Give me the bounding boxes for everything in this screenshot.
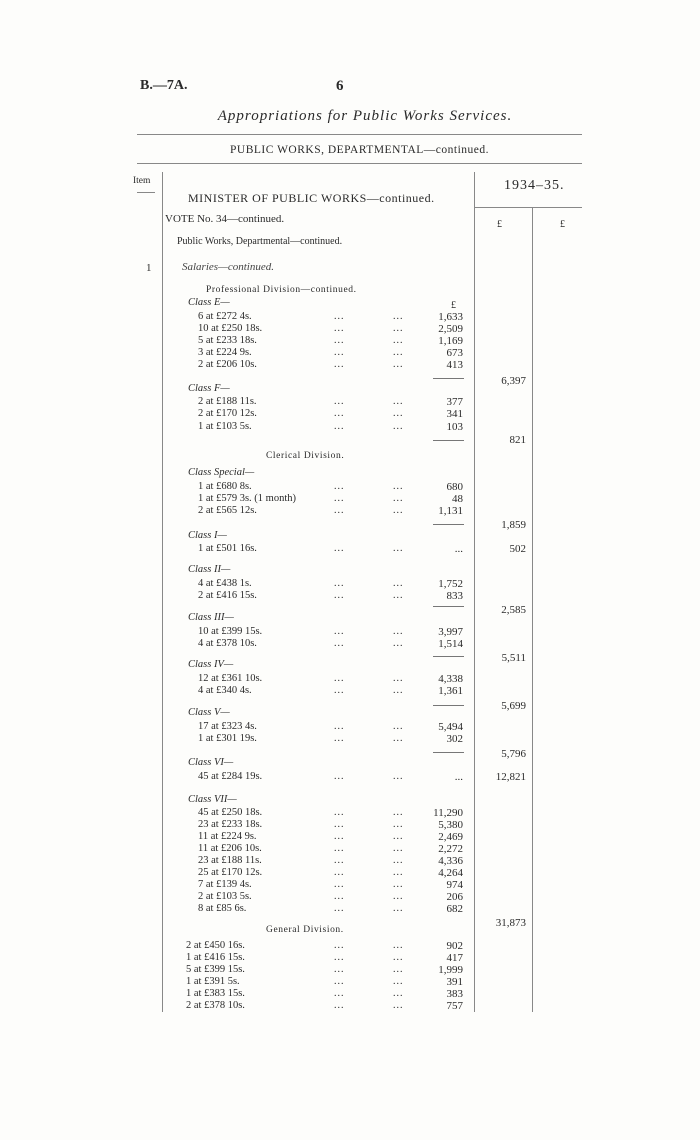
leader-dots: ... [393,481,404,492]
leader-dots: ... [393,831,404,842]
class-heading: Class III— [188,612,234,623]
leader-dots: ... [334,638,345,649]
leader-dots: ... [393,879,404,890]
rate-label: 1 at £383 15s. [186,988,245,999]
rate-label: 1 at £416 15s. [186,952,245,963]
header-rule [137,134,582,135]
class-heading: Class IV— [188,659,234,670]
salaries-heading: Salaries—continued. [182,261,274,273]
rate-label: 5 at £233 18s. [198,335,257,346]
amount-cell: 103 [446,421,463,433]
leader-dots: ... [334,843,345,854]
leader-dots: ... [334,807,345,818]
class-subtotal: 1,859 [501,519,526,531]
class-subtotal: 12,821 [495,771,526,783]
leader-dots: ... [334,819,345,830]
leader-dots: ... [393,891,404,902]
class-heading: Class VI— [188,757,234,768]
leader-dots: ... [393,578,404,589]
amount-cell: 1,169 [438,335,463,347]
rate-label: 45 at £284 19s. [198,771,263,782]
year-col1-currency: £ [497,219,502,230]
leader-dots: ... [334,673,345,684]
minister-heading: MINISTER OF PUBLIC WORKS—continued. [188,191,435,205]
rate-label: 6 at £272 4s. [198,311,252,322]
leader-dots: ... [393,771,404,782]
year-header-rule [474,207,582,208]
leader-dots: ... [334,626,345,637]
rate-label: 23 at £233 18s. [198,819,263,830]
leader-dots: ... [334,408,345,419]
rate-label: 1 at £501 16s. [198,543,257,554]
leader-dots: ... [334,1000,345,1011]
subtotal-rule [433,606,464,607]
leader-dots: ... [393,843,404,854]
leader-dots: ... [393,819,404,830]
page-number: 6 [336,78,344,94]
class-heading: Class II— [188,564,231,575]
rate-label: 2 at £206 10s. [198,359,257,370]
leader-dots: ... [334,578,345,589]
amount-cell: 833 [446,590,463,602]
section-title: PUBLIC WORKS, DEPARTMENTAL—continued. [230,144,490,156]
amount-cell: 4,338 [438,673,463,685]
page-title: Appropriations for Public Works Services. [217,108,513,124]
class-heading: Class I— [188,530,227,541]
vote-heading: VOTE No. 34—continued. [165,213,285,225]
rate-label: 23 at £188 11s. [198,855,262,866]
rate-label: 1 at £301 19s. [198,733,257,744]
amount-cell: 757 [446,1000,463,1012]
leader-dots: ... [334,903,345,914]
leader-dots: ... [334,976,345,987]
leader-dots: ... [334,359,345,370]
amount-cell: 11,290 [433,807,463,819]
amount-cell: 682 [446,903,463,915]
rate-label: 2 at £450 16s. [186,940,245,951]
rate-label: 11 at £224 9s. [198,831,257,842]
leader-dots: ... [334,347,345,358]
leader-dots: ... [393,964,404,975]
rate-label: 1 at £391 5s. [186,976,240,987]
rate-label: 2 at £170 12s. [198,408,257,419]
leader-dots: ... [393,590,404,601]
year-col2-currency: £ [560,219,565,230]
class-subtotal: 5,511 [501,652,526,664]
leader-dots: ... [334,891,345,902]
division-heading: Professional Division—continued. [206,285,357,295]
rate-label: 7 at £139 4s. [198,879,252,890]
class-subtotal: 5,796 [501,748,526,760]
document-code: B.—7A. [140,78,188,93]
subtotal-rule [433,378,464,379]
amount-cell: 902 [446,940,463,952]
amount-cell: 1,361 [438,685,463,697]
year-column-divider [474,172,475,1012]
leader-dots: ... [334,685,345,696]
rate-label: 5 at £399 15s. [186,964,245,975]
class-heading: Class VII— [188,794,237,805]
amount-cell: 1,131 [438,505,463,517]
leader-dots: ... [393,903,404,914]
leader-dots: ... [393,421,404,432]
leader-dots: ... [393,347,404,358]
amount-cell: 48 [452,493,463,505]
class-subtotal: 31,873 [495,917,526,929]
subtotal-rule [433,656,464,657]
leader-dots: ... [393,1000,404,1011]
section-rule [137,163,582,164]
leader-dots: ... [334,988,345,999]
leader-dots: ... [393,408,404,419]
amount-cell: 5,380 [438,819,463,831]
rate-label: 2 at £378 10s. [186,1000,245,1011]
leader-dots: ... [393,685,404,696]
amount-cell: 2,509 [438,323,463,335]
leader-dots: ... [334,733,345,744]
amount-cell: 3,997 [438,626,463,638]
item-column-header: Item [133,176,151,186]
rate-label: 8 at £85 6s. [198,903,247,914]
leader-dots: ... [334,771,345,782]
amount-cell: 2,469 [438,831,463,843]
leader-dots: ... [393,626,404,637]
class-subtotal: 821 [509,434,526,446]
rate-label: 45 at £250 18s. [198,807,263,818]
leader-dots: ... [393,988,404,999]
amount-cell: 417 [446,952,463,964]
amount-cell: 302 [446,733,463,745]
leader-dots: ... [334,952,345,963]
amount-cell: 974 [446,879,463,891]
leader-dots: ... [334,335,345,346]
leader-dots: ... [334,421,345,432]
amount-cell: ... [454,543,463,555]
class-subtotal: 6,397 [501,375,526,387]
rate-label: 25 at £170 12s. [198,867,263,878]
class-heading: Class E— [188,297,230,308]
class-subtotal: 5,699 [501,700,526,712]
amount-cell: 4,336 [438,855,463,867]
leader-dots: ... [393,940,404,951]
leader-dots: ... [334,721,345,732]
subtotal-rule [433,440,464,441]
rate-label: 2 at £103 5s. [198,891,252,902]
amount-cell: 4,264 [438,867,463,879]
leader-dots: ... [393,855,404,866]
leader-dots: ... [334,323,345,334]
leader-dots: ... [393,311,404,322]
leader-dots: ... [334,481,345,492]
leader-dots: ... [393,543,404,554]
rate-label: 4 at £340 4s. [198,685,252,696]
amount-cell: 1,514 [438,638,463,650]
rate-label: 4 at £378 10s. [198,638,257,649]
leader-dots: ... [393,359,404,370]
amount-cell: 1,999 [438,964,463,976]
leader-dots: ... [334,964,345,975]
leader-dots: ... [393,493,404,504]
amount-cell: 383 [446,988,463,1000]
leader-dots: ... [393,721,404,732]
amount-cell: 2,272 [438,843,463,855]
leader-dots: ... [393,323,404,334]
leader-dots: ... [334,543,345,554]
rate-label: 10 at £250 18s. [198,323,263,334]
rate-label: 2 at £565 12s. [198,505,257,516]
item-column-divider [162,172,163,1012]
leader-dots: ... [334,590,345,601]
subhead-heading: Public Works, Departmental—continued. [177,236,343,247]
rate-label: 10 at £399 15s. [198,626,263,637]
rate-label: 4 at £438 1s. [198,578,252,589]
rate-label: 1 at £579 3s. (1 month) [198,493,296,504]
rate-label: 2 at £188 11s. [198,396,257,407]
leader-dots: ... [334,311,345,322]
rate-label: 17 at £323 4s. [198,721,257,732]
item-header-rule [137,192,155,193]
amount-cell: 680 [446,481,463,493]
rate-label: 2 at £416 15s. [198,590,257,601]
rate-label: 3 at £224 9s. [198,347,252,358]
rate-label: 12 at £361 10s. [198,673,263,684]
leader-dots: ... [393,807,404,818]
leader-dots: ... [393,638,404,649]
leader-dots: ... [393,952,404,963]
subtotal-rule [433,705,464,706]
amount-cell: 1,752 [438,578,463,590]
leader-dots: ... [393,505,404,516]
year-subcolumn-divider [532,207,533,1012]
amount-cell: 5,494 [438,721,463,733]
class-heading: Class V— [188,707,230,718]
leader-dots: ... [334,396,345,407]
amount-cell: ... [454,771,463,783]
leader-dots: ... [393,335,404,346]
rate-label: 1 at £680 8s. [198,481,252,492]
leader-dots: ... [393,976,404,987]
amount-cell: 377 [446,396,463,408]
rate-label: 1 at £103 5s. [198,421,252,432]
division-heading: General Division. [266,925,344,935]
class-heading: Class F— [188,383,230,394]
leader-dots: ... [334,831,345,842]
leader-dots: ... [334,505,345,516]
class-subtotal: 502 [509,543,526,555]
subtotal-rule [433,524,464,525]
amount-cell: 673 [446,347,463,359]
item-number: 1 [146,262,152,274]
year-column-header: 1934–35. [504,178,565,193]
class-heading: Class Special— [188,467,255,478]
leader-dots: ... [334,493,345,504]
class-subtotal: 2,585 [501,604,526,616]
leader-dots: ... [334,867,345,878]
leader-dots: ... [393,867,404,878]
subtotal-rule [433,752,464,753]
leader-dots: ... [393,396,404,407]
amount-cell: 391 [446,976,463,988]
amount-cell: 341 [446,408,463,420]
rate-label: 11 at £206 10s. [198,843,262,854]
amount-cell: 1,633 [438,311,463,323]
leader-dots: ... [393,673,404,684]
amount-cell: 413 [446,359,463,371]
division-heading: Clerical Division. [266,451,345,461]
amount-currency: £ [451,300,456,311]
leader-dots: ... [334,879,345,890]
leader-dots: ... [334,855,345,866]
leader-dots: ... [393,733,404,744]
leader-dots: ... [334,940,345,951]
amount-cell: 206 [446,891,463,903]
